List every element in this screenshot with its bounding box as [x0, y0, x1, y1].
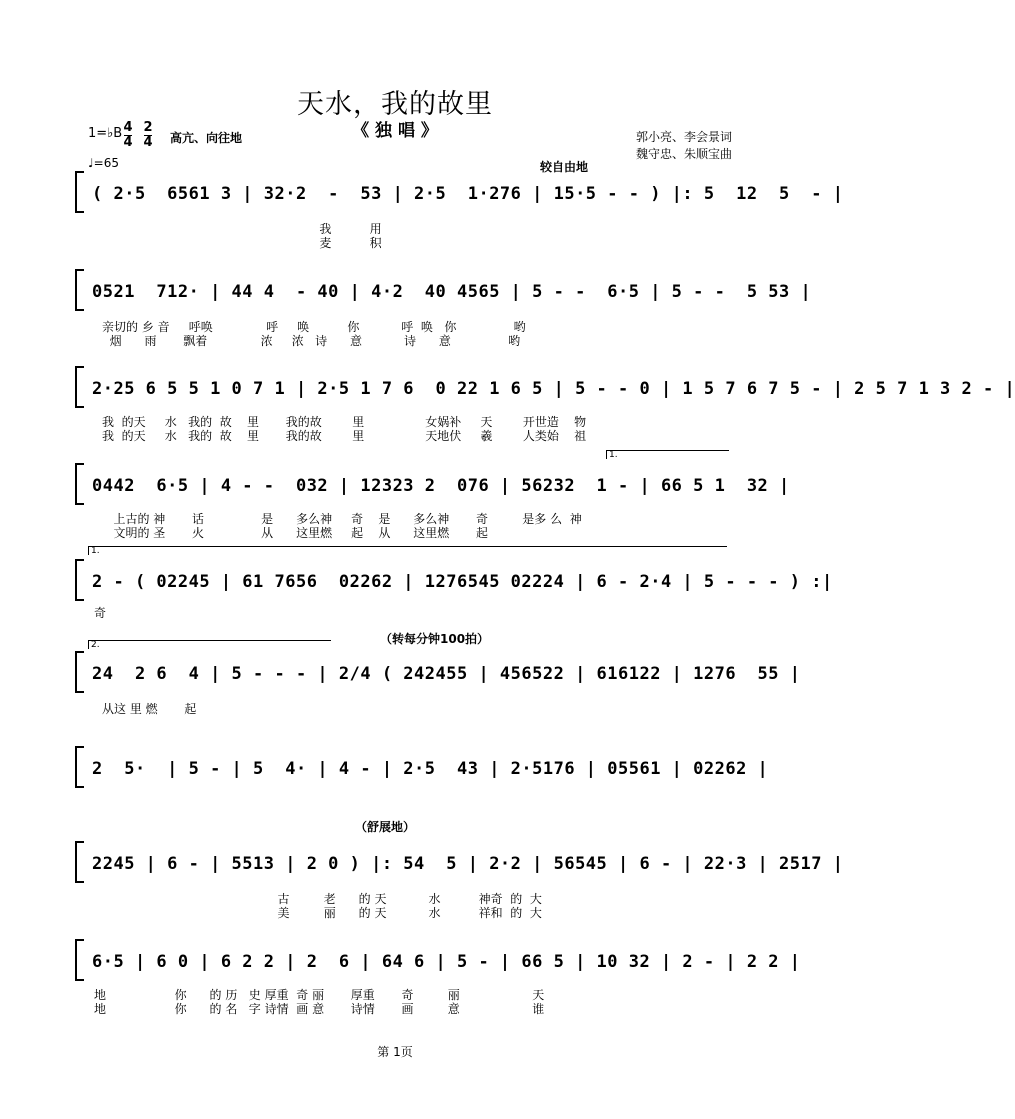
time-signature-2: [143, 121, 153, 150]
ts2-top: 2: [143, 120, 153, 135]
lyrics-verse-2: 文明的 圣 火 从 这里燃 起 从 这里燃 起: [102, 526, 488, 540]
system-bracket-icon: [72, 558, 86, 602]
lyrics-verse-2: 麦 积: [102, 236, 382, 250]
lyrics-verse-1: 古 老 的 天 水 神奇 的 大: [102, 892, 542, 906]
lyrics-verse-2: 我 的天 水 我的 故 里 我的故 里 天地伏 羲 人类始 祖: [102, 429, 587, 443]
lyrics-verse-2: 烟 雨 飘着 浓 浓 诗 意 诗 意 哟: [102, 334, 521, 348]
notation-line: ( 2·5 6561 3 | 32·2 - 53 | 2·5 1·276 | 15·5 - - ) |: 5 12 5 - |: [92, 184, 844, 204]
system-bracket-icon: [72, 170, 86, 214]
lyrics-verse-1: 上古的 神 话 是 多么神 奇 是 多么神 奇 是多 么 神: [102, 512, 582, 526]
first-ending-bracket: 1.: [606, 450, 729, 459]
lyrics-verse-1: 奇: [94, 606, 107, 620]
ts2-bottom: 4: [143, 135, 153, 150]
staff-system-1: [72, 170, 844, 250]
tempo-value: =65: [93, 156, 119, 170]
system-bracket-icon: [72, 745, 86, 789]
key-signature: [88, 126, 122, 141]
staff-system-3: [72, 365, 1015, 445]
key-label: 1=: [88, 126, 108, 141]
staff-system-8: [72, 840, 844, 920]
page-number: 第 1页: [377, 1045, 413, 1059]
staff-system-9: [72, 938, 801, 1018]
notation-line: 2 - ( 02245 | 61 7656 02262 | 1276545 02224 | 6 - 2·4 | 5 - - - ) :|: [92, 572, 833, 592]
lyrics-verse-1: 我 的天 水 我的 故 里 我的故 里 女娲补 天 开世造 物: [102, 415, 587, 429]
notation-line: 0442 6·5 | 4 - - 032 | 12323 2 076 | 56232 1 - | 66 5 1 32 |: [92, 476, 790, 496]
quarter-note-icon: ♩: [88, 156, 94, 170]
notation-line: 6·5 | 6 0 | 6 2 2 | 2 6 | 64 6 | 5 - | 66 5 | 10 32 | 2 - | 2 2 |: [92, 952, 801, 972]
key-flat: ♭B: [107, 126, 123, 141]
lyrics-verse-1: 地 你 的 历 史 厚重 奇 丽 厚重 奇 丽 天: [94, 988, 545, 1002]
ts1-top: 4: [123, 120, 133, 135]
lyrics-verse-2: 美 丽 的 天 水 祥和 的 大: [102, 906, 542, 920]
lyrics-verse-2: 地 你 的 名 字 诗情 画 意 诗情 画 意 谁: [94, 1002, 545, 1016]
stretch-marking: （舒展地）: [355, 820, 416, 834]
time-signature-1: [123, 121, 133, 150]
system-bracket-icon: [72, 365, 86, 409]
tempo-change-marking: （转每分钟100拍）: [380, 632, 490, 646]
second-ending-bracket: 2.: [88, 640, 331, 649]
notation-line: 2 5· | 5 - | 5 4· | 4 - | 2·5 43 | 2·5176 | 05561 | 02262 |: [92, 759, 769, 779]
expression-marking: 高亢、向往地: [170, 131, 243, 145]
system-bracket-icon: [72, 268, 86, 312]
lyrics-verse-1: 我 用: [102, 222, 382, 236]
staff-system-5: [72, 546, 833, 628]
notation-line: 2245 | 6 - | 5513 | 2 0 ) |: 54 5 | 2·2 | 56545 | 6 - | 22·3 | 2517 |: [92, 854, 844, 874]
ts1-bottom: 4: [123, 135, 133, 150]
notation-line: 0521 712· | 44 4 - 40 | 4·2 40 4565 | 5 - - 6·5 | 5 - - 5 53 |: [92, 282, 812, 302]
lyricist-credit: 郭小亮、李会景词: [635, 130, 732, 144]
tempo-marking: [88, 156, 119, 170]
notation-line: 24 2 6 4 | 5 - - - | 2/4 ( 242455 | 456522 | 616122 | 1276 55 |: [92, 664, 801, 684]
free-tempo-marking: 较自由地: [540, 160, 589, 174]
song-subtitle: 《 独 唱 》: [352, 121, 438, 141]
first-ending-bracket-continued: 1.: [88, 546, 727, 555]
song-title: 天水，我的故里: [297, 89, 493, 120]
system-bracket-icon: [72, 938, 86, 982]
system-bracket-icon: [72, 840, 86, 884]
system-bracket-icon: [72, 650, 86, 694]
system-bracket-icon: [72, 462, 86, 506]
notation-line: 2·25 6 5 5 1 0 7 1 | 2·5 1 7 6 0 22 1 6 5 | 5 - - 0 | 1 5 7 6 7 5 - | 2 5 7 1 3 2 - |: [92, 379, 1015, 399]
staff-system-7: [72, 745, 769, 795]
staff-system-2: [72, 268, 812, 348]
staff-system-4: [72, 450, 790, 542]
staff-system-6: [72, 640, 801, 720]
composer-credit: 魏守忠、朱顺宝曲: [635, 147, 732, 161]
lyrics-verse-1: 从这 里 燃 起: [102, 702, 197, 716]
lyrics-verse-1: 亲切的 乡 音 呼唤 呼 唤 你 呼 唤 你 哟: [102, 320, 526, 334]
